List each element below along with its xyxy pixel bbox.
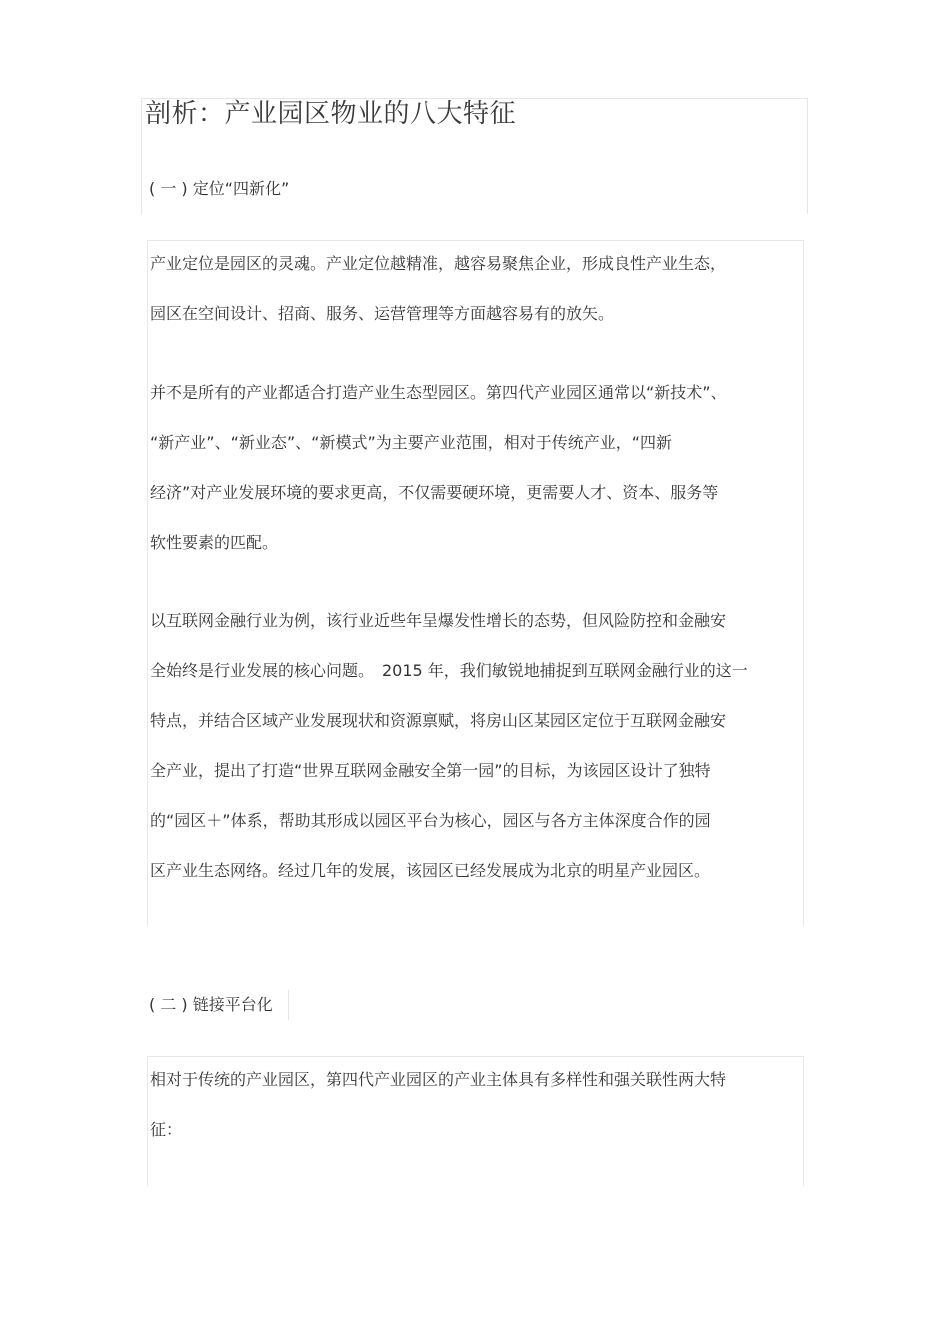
paragraph-2-line-3: 经济”对产业发展环境的要求更高，不仅需要硬环境，更需要人才、资本、服务等 bbox=[150, 483, 719, 502]
paragraph-4-line-2: 征： bbox=[150, 1120, 183, 1139]
section-heading-1: ( 一 ) 定位“四新化” bbox=[149, 179, 290, 198]
paragraph-3-line-3: 特点，并结合区域产业发展现状和资源禀赋，将房山区某园区定位于互联网金融安 bbox=[150, 711, 727, 730]
paragraph-3-line-1: 以互联网金融行业为例，该行业近些年呈爆发性增长的态势，但风险防控和金融安 bbox=[150, 611, 727, 630]
paragraph-3-line-5: 的“园区＋”体系，帮助其形成以园区平台为核心，园区与各方主体深度合作的园 bbox=[150, 811, 711, 830]
paragraph-2-line-1: 并不是所有的产业都适合打造产业生态型园区。第四代产业园区通常以“新技术”、 bbox=[150, 383, 727, 402]
paragraph-3-line-4: 全产业，提出了打造“世界互联网金融安全第一园”的目标，为该园区设计了独特 bbox=[150, 761, 711, 780]
page-title: 剖析：产业园区物业的八大特征 bbox=[145, 99, 517, 129]
paragraph-4-line-1: 相对于传统的产业园区，第四代产业园区的产业主体具有多样性和强关联性两大特 bbox=[150, 1070, 727, 1089]
paragraph-1-line-1: 产业定位是园区的灵魂。产业定位越精准，越容易聚焦企业，形成良性产业生态， bbox=[150, 254, 727, 273]
paragraph-1-line-2: 园区在空间设计、招商、服务、运营管理等方面越容易有的放矢。 bbox=[150, 304, 615, 323]
paragraph-3-line-2: 全始终是行业发展的核心问题。 2015 年，我们敏锐地捕捉到互联网金融行业的这一 bbox=[150, 661, 748, 680]
section-heading-2: ( 二 ) 链接平台化 bbox=[149, 995, 273, 1014]
paragraph-2-line-4: 软性要素的匹配。 bbox=[150, 533, 279, 552]
paragraph-2-line-2: “新产业”、“新业态”、“新模式”为主要产业范围，相对于传统产业，“四新 bbox=[150, 433, 673, 452]
paragraph-3-line-6: 区产业生态网络。经过几年的发展，该园区已经发展成为北京的明星产业园区。 bbox=[150, 861, 711, 880]
